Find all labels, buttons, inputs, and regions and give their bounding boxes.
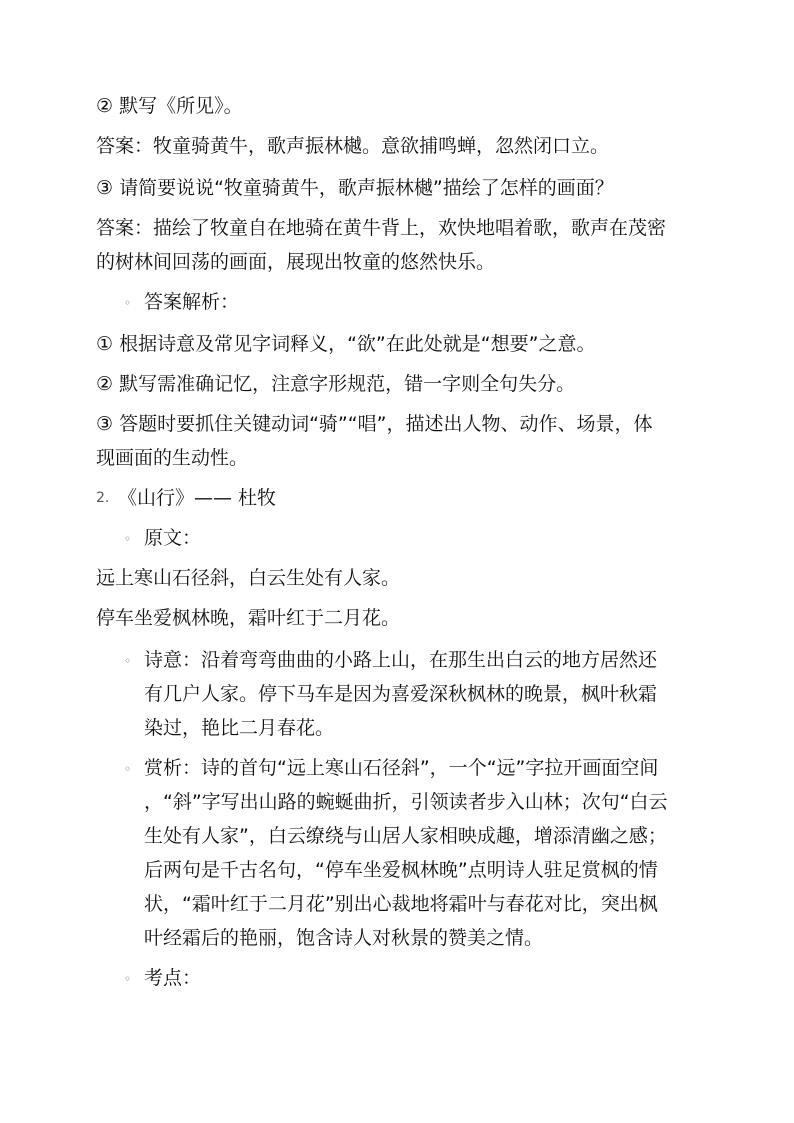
meaning-line-3: 染过，艳比二月春花。 [144,717,335,739]
meaning-line-2: 有几户人家。停下马车是因为喜爱深秋枫林的晚景，枫叶秋霜 [144,683,658,705]
answer-2: 答案：牧童骑黄牛，歌声振林樾。意欲捕鸣蝉，忽然闭口立。 [96,135,610,157]
bullet-icon: ◦ [124,532,132,546]
question-3: ③ 请简要说说“牧童骑黄牛，歌声振林樾”描绘了怎样的画面？ [96,177,614,199]
exam-point-heading: 考点： [144,967,202,989]
poem-line-2: 停车坐爱枫林晚，霜叶红于二月花。 [96,607,401,629]
appreciation-line-2: ，“斜”字写出山路的蜿蜒曲折，引领读者步入山林；次句“白云 [144,791,668,813]
bullet-icon: ◦ [124,654,132,668]
original-text-heading: 原文： [144,527,202,549]
appreciation-line-4: 后两句是千古名句，“停车坐爱枫林晚”点明诗人驻足赏枫的情 [144,859,658,881]
analysis-heading: 答案解析： [144,291,240,313]
meaning-line-1: 诗意：沿着弯弯曲曲的小路上山，在那生出白云的地方居然还 [144,649,658,671]
list-number: 2. [96,490,110,506]
answer-3-line-2: 的树林间回荡的画面，展现出牧童的悠然快乐。 [96,251,496,273]
analysis-item-2: ② 默写需准确记忆，注意字形规范，错一字则全句失分。 [96,373,576,395]
analysis-item-1: ① 根据诗意及常见字词释义，“欲”在此处就是“想要”之意。 [96,333,596,355]
appreciation-line-3: 生处有人家”，白云缭绕与山居人家相映成趣，增添清幽之感； [144,825,667,847]
question-2-default-write: ② 默写《所见》。 [96,95,243,117]
bullet-icon: ◦ [124,972,132,986]
analysis-item-3-line-1: ③ 答题时要抓住关键动词“骑”“唱”，描述出人物、动作、场景，体 [96,413,653,435]
poem-title: 《山行》—— 杜牧 [118,487,277,509]
bullet-icon: ◦ [124,762,132,776]
bullet-icon: ◦ [124,296,132,310]
appreciation-line-6: 叶经霜后的艳丽，饱含诗人对秋景的赞美之情。 [144,927,544,949]
poem-line-1: 远上寒山石径斜，白云生处有人家。 [96,567,401,589]
analysis-item-3-line-2: 现画面的生动性。 [96,447,249,469]
appreciation-line-5: 状，“霜叶红于二月花”别出心裁地将霜叶与春花对比，突出枫 [144,893,658,915]
appreciation-line-1: 赏析：诗的首句“远上寒山石径斜”，一个“远”字拉开画面空间 [144,757,659,779]
answer-3-line-1: 答案：描绘了牧童自在地骑在黄牛背上，欢快地唱着歌，歌声在茂密 [96,217,667,239]
